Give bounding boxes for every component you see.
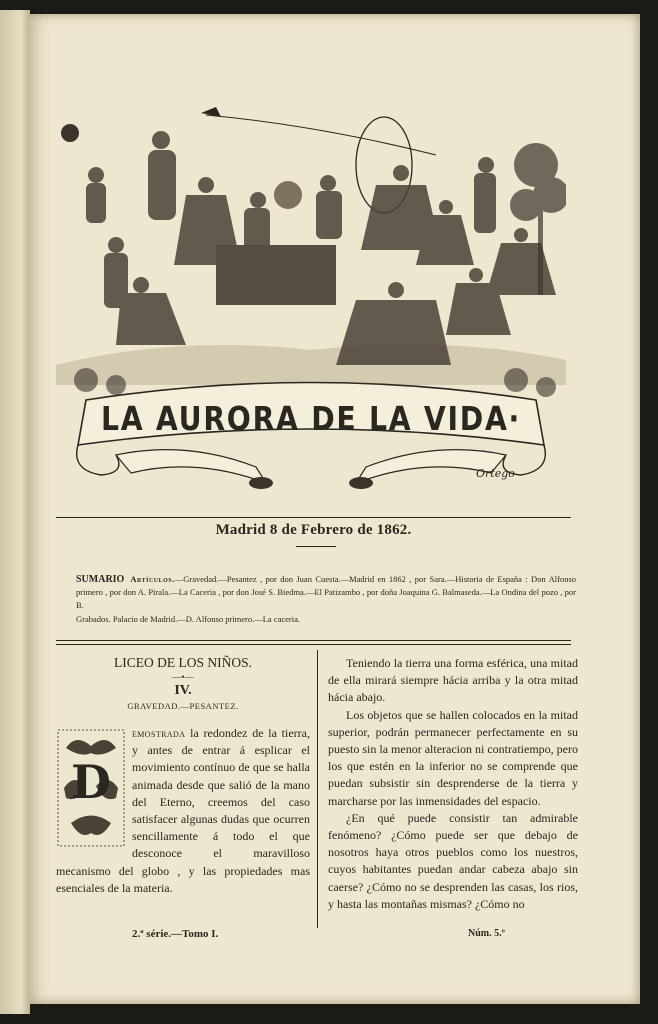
- header-rule: [56, 517, 571, 518]
- engravings-list: Palacio de Madrid.—D. Alfonso primero.—La caceria.: [112, 614, 301, 624]
- facing-page-edge: [0, 10, 30, 1014]
- right-paragraph-1: Teniendo la tierra una forma esférica, una mitad de ella mirará siempre hácia arriba y la otra mitad hácia abajo.: [328, 656, 578, 705]
- summary-lead: SUMARIO: [76, 574, 125, 585]
- articles-list: —Gravedad.—Pesantez , por don Juan Cuesta.—Madrid en 1862 , por Sara.—Historia de España : Don Alfonso primero , por don A. Pirala.—La Caceria , por don José S. Biedma.—El Patizambo , por doña Joaquina G. Balmaseda.—La Ondina del pozo , por B.: [76, 574, 576, 610]
- right-paragraph-3: ¿En qué puede consistir tan admirable fenómeno? ¿Cómo puede ser que debajo de nosotros haya otros pueblos como los nuestros, cuyos habitantes puedan andar cabeza abajo sin caerse? ¿Cómo no se desprenden las casas, los rios, y hasta las montañas mismas? ¿Cómo no: [328, 810, 578, 911]
- engravings-block: [76, 614, 576, 624]
- date-ornament: [296, 546, 336, 547]
- article-subtitle: GRAVEDAD.—PESANTEZ.: [127, 701, 239, 711]
- summary-rule-top: [56, 640, 571, 641]
- summary-rule-bottom: [56, 644, 571, 645]
- summary-block: [76, 573, 576, 612]
- engravings-label: Grabados.: [76, 614, 111, 624]
- masthead-title: LA AURORA DE LA VIDA·: [101, 399, 521, 438]
- section-title: LICEO DE LOS NIÑOS.: [114, 655, 252, 670]
- left-column: [56, 655, 310, 897]
- first-paragraph-text: la redondez de la tierra, y antes de entrar á esplicar el movimiento contínuo de que se halla animada desde que salió de la mano del Eterno, creemos del caso satisfacer algunas dudas que ocurren sencillamente á todo el que desconoce el maravilloso mecanismo del globo , y las propiedades mas esenciales de la materia.: [56, 726, 310, 895]
- series-footer: 2.ª série.—Tomo I.: [132, 928, 219, 940]
- right-column: [328, 655, 578, 913]
- first-paragraph: [56, 725, 310, 897]
- title-ornament: —•—: [172, 672, 194, 682]
- issue-number-footer: Núm. 5.º: [468, 928, 505, 939]
- masthead-engraving: [56, 95, 566, 495]
- right-paragraph-2: Los objetos que se hallen colocados en la mitad superior, podrán permanecer perfectamente en su puesto sin la menor alteracion ni contratiempo, pero los que estén en la inferior no se comprende que puedan subsistir sin desprenderse de la tierra y marcharse por las inmensidades del espacio.: [328, 707, 578, 808]
- dropcap-letter: D: [71, 755, 111, 809]
- masthead-illustration: [56, 95, 566, 495]
- column-divider: [317, 650, 318, 928]
- first-word: emostrada: [132, 726, 186, 740]
- issue-date: Madrid 8 de Febrero de 1862.: [215, 522, 412, 538]
- dropcap-initial: [56, 728, 126, 848]
- section-number: IV.: [174, 683, 192, 698]
- engraver-signature: Ortego: [476, 467, 515, 480]
- articles-label: Artículos.: [130, 574, 175, 584]
